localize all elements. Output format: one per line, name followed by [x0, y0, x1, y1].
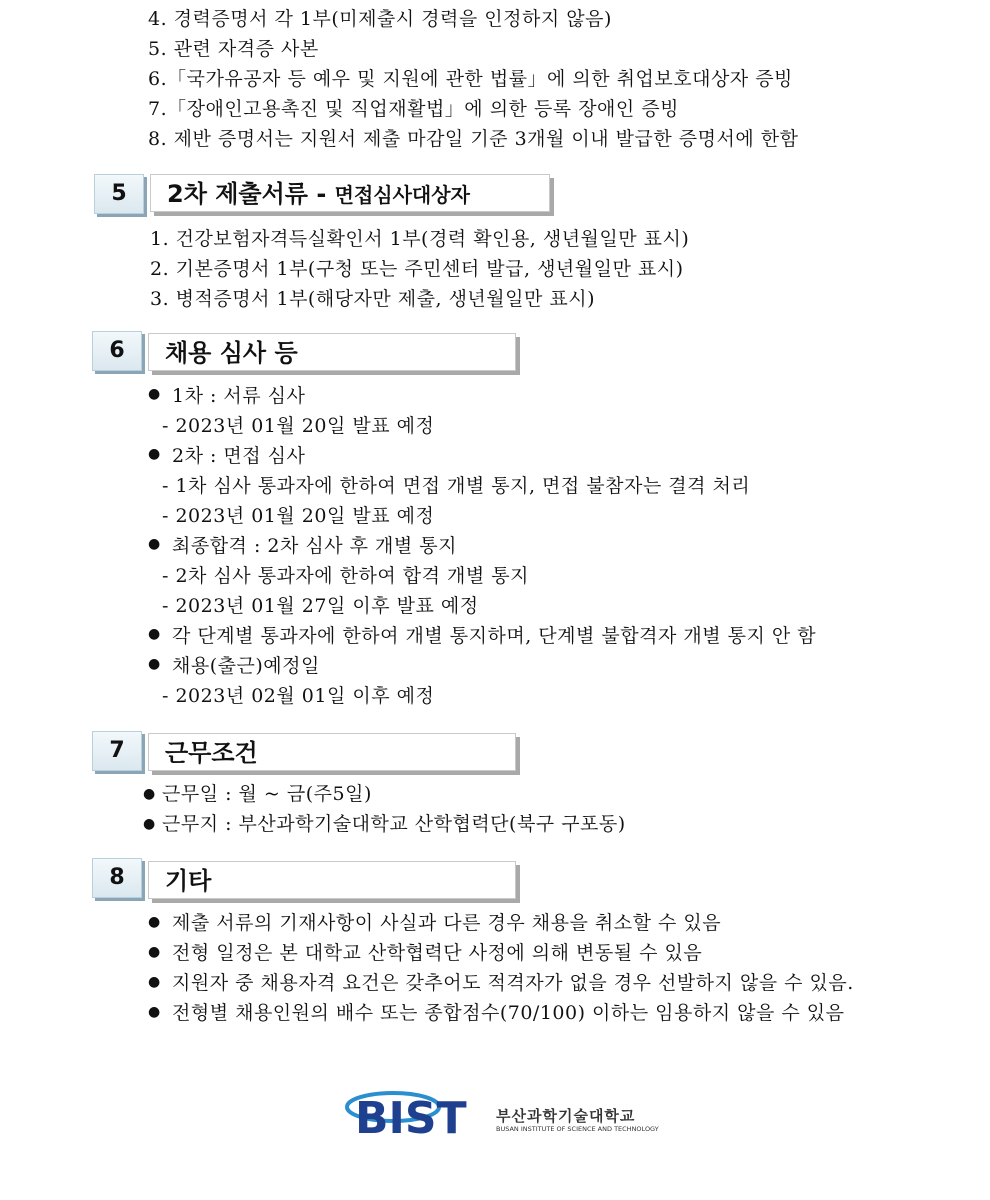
list-item: 각 단계별 통과자에 한하여 개별 통지하며, 단계별 불합격자 개별 통지 안 함 — [172, 625, 817, 647]
bullet-icon: ● — [143, 816, 156, 832]
logo-name-en: BUSAN INSTITUTE OF SCIENCE AND TECHNOLOGY — [496, 1125, 659, 1133]
section-title: 근무조건 — [148, 733, 516, 771]
section-title-sub: 면접심사대상자 — [334, 183, 470, 207]
section-title: 채용 심사 등 — [148, 333, 516, 371]
bullet-icon: ● — [148, 386, 161, 402]
list-item: 8. 제반 증명서는 지원서 제출 마감일 기준 3개월 이내 발급한 증명서에 한함 — [148, 128, 799, 150]
list-item: 근무지 : 부산과학기술대학교 산학협력단(북구 구포동) — [162, 813, 626, 835]
list-item: 5. 관련 자격증 사본 — [148, 38, 319, 60]
bullet-icon: ● — [143, 786, 156, 802]
list-item: - 1차 심사 통과자에 한하여 면접 개별 통지, 면접 불참자는 결격 처리 — [162, 475, 751, 497]
list-item: 2. 기본증명서 1부(구청 또는 주민센터 발급, 생년월일만 표시) — [150, 258, 684, 280]
bullet-icon: ● — [148, 974, 161, 990]
list-item: - 2023년 01월 20일 발표 예정 — [162, 415, 435, 437]
bullet-icon: ● — [148, 944, 161, 960]
list-item: 7.「장애인고용촉진 및 직업재활법」에 의한 등록 장애인 증빙 — [148, 98, 680, 120]
bullet-icon: ● — [148, 914, 161, 930]
section-title: 기타 — [148, 861, 516, 899]
section-title-main: 2차 제출서류 - — [167, 180, 335, 208]
section-number: 8 — [92, 858, 142, 898]
list-item: 근무일 : 월 ~ 금(주5일) — [162, 783, 372, 805]
section-number: 7 — [92, 731, 142, 771]
list-item: 지원자 중 채용자격 요건은 갖추어도 적격자가 없을 경우 선발하지 않을 수 있음. — [172, 972, 854, 994]
list-item: 2차 : 면접 심사 — [172, 445, 306, 467]
list-item: 6.「국가유공자 등 예우 및 지원에 관한 법률」에 의한 취업보호대상자 증빙 — [148, 68, 793, 90]
section-number: 5 — [94, 174, 144, 214]
logo-name-kr: 부산과학기술대학교 — [496, 1107, 636, 1125]
list-item: 4. 경력증명서 각 1부(미제출시 경력을 인정하지 않음) — [148, 8, 612, 30]
list-item: 전형 일정은 본 대학교 산학협력단 사정에 의해 변동될 수 있음 — [172, 942, 703, 964]
bullet-icon: ● — [148, 1004, 161, 1020]
bullet-icon: ● — [148, 446, 161, 462]
list-item: - 2023년 01월 20일 발표 예정 — [162, 505, 435, 527]
list-item: 전형별 채용인원의 배수 또는 종합점수(70/100) 이하는 임용하지 않을 수 있음 — [172, 1002, 845, 1024]
bullet-icon: ● — [148, 656, 161, 672]
list-item: 제출 서류의 기재사항이 사실과 다른 경우 채용을 취소할 수 있음 — [172, 912, 722, 934]
list-item: 채용(출근)예정일 — [172, 655, 320, 677]
bullet-icon: ● — [148, 626, 161, 642]
section-title — [150, 174, 550, 212]
list-item: 3. 병적증명서 1부(해당자만 제출, 생년월일만 표시) — [150, 288, 596, 310]
bullet-icon: ● — [148, 536, 161, 552]
list-item: 최종합격 : 2차 심사 후 개별 통지 — [172, 535, 457, 557]
list-item: - 2차 심사 통과자에 한하여 합격 개별 통지 — [162, 565, 529, 587]
list-item: 1. 건강보험자격득실확인서 1부(경력 확인용, 생년월일만 표시) — [150, 228, 690, 250]
list-item: - 2023년 01월 27일 이후 발표 예정 — [162, 595, 479, 617]
list-item: 1차 : 서류 심사 — [172, 385, 306, 407]
section-number: 6 — [92, 331, 142, 371]
list-item: - 2023년 02월 01일 이후 예정 — [162, 685, 435, 707]
logo-mark-text: BIST — [355, 1093, 467, 1144]
